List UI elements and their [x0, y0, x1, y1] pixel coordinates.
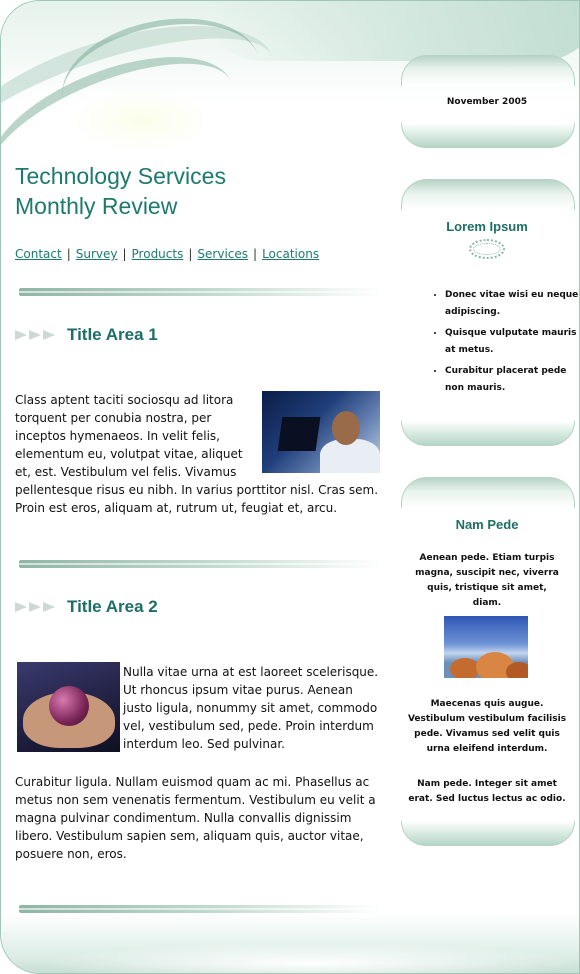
- nav-link-survey[interactable]: Survey: [75, 247, 118, 261]
- nav-separator: |: [253, 247, 258, 261]
- sidebar-bullet-list: [427, 287, 580, 401]
- box-cap-bottom: [401, 821, 575, 846]
- section-1-paragraph: [15, 391, 381, 517]
- sidebar-date-box: [401, 55, 573, 147]
- box-cap-top: [401, 179, 575, 210]
- nav-separator: |: [122, 247, 127, 261]
- section-header-1: [15, 325, 158, 345]
- site-title-line1: Technology Services: [15, 163, 226, 189]
- section-2-paragraph-2: Curabitur ligula. Nullam euismod quam ac mi. Phasellus ac metus non sem venenatis fermentum. Vestibulum eu velit a magna pulvinar condimentum. Nulla convallis dignissim libero. Vestibulum sapien sem, aliquam quis, auctor vitae, posuere non, eros.: [15, 775, 376, 861]
- divider-rule: [19, 905, 381, 913]
- photo-boulders-sky: [444, 616, 528, 678]
- section-1-text: Class aptent taciti sociosqu ad litora torquent per conubia nostra, per inceptos hymenaeos. In velit felis, elementum eu, volutpat vitae, aliquet et, est. Vestibulum vel felis. Vivamus pellentesque risus eu nibh. In varius porttitor nisl. Cras sem. Proin est eros, aliquam at, rutrum ut, feugiat et, arcu.: [15, 393, 379, 515]
- sidebar-text-3: Nam pede. Integer sit amet erat. Sed luctus lectus ac odio.: [408, 779, 566, 804]
- site-title-line2: Monthly Review: [15, 193, 178, 219]
- footer-graphic: [1, 913, 580, 974]
- list-item: • Curabitur placerat pede non mauris.: [445, 363, 580, 397]
- nav-link-contact[interactable]: Contact: [15, 247, 62, 261]
- list-item: • Quisque vulputate mauris at metus.: [445, 325, 580, 359]
- nav-link-products[interactable]: Products: [131, 247, 184, 261]
- sidebar-heading-nampede: Nam Pede: [455, 517, 519, 532]
- arrows-icon: [15, 602, 55, 612]
- box-cap-bottom: [401, 421, 575, 446]
- top-nav: [15, 247, 319, 261]
- divider-rule: [19, 288, 381, 296]
- nav-link-services[interactable]: Services: [197, 247, 249, 261]
- sidebar-heading-lorem: Lorem Ipsum: [446, 219, 528, 234]
- section-title-2: Title Area 2: [67, 597, 158, 616]
- nav-link-locations[interactable]: Locations: [262, 247, 320, 261]
- section-header-2: [15, 597, 158, 617]
- main-column: [15, 161, 381, 221]
- divider-rule: [19, 560, 381, 568]
- nav-separator: |: [188, 247, 193, 261]
- section-2-paragraph-1: Nulla vitae urna at est laoreet scelerisque. Ut rhoncus ipsum vitae purus. Aenean justo ligula, nonummy sit amet, commodo vel, vestibulum sed, pede. Proin interdum interdum leo. Sed pulvinar.: [123, 665, 379, 751]
- box-cap-bottom: [401, 123, 575, 148]
- sidebar-text-2: Maecenas quis augue. Vestibulum vestibulum facilisis pede. Vivamus sed velit quis urna eleifend interdum.: [407, 699, 567, 754]
- site-title: [15, 161, 381, 221]
- box-cap-top: [401, 477, 575, 508]
- section-title-1: Title Area 1: [67, 325, 158, 344]
- nav-separator: |: [66, 247, 71, 261]
- photo-hands-globe: [17, 662, 120, 752]
- header-glow: [71, 91, 211, 151]
- list-item: • Donec vitae wisi eu neque adipiscing.: [445, 287, 580, 321]
- sidebar-date: November 2005: [446, 97, 528, 107]
- sidebar-text-1: Aenean pede. Etiam turpis magna, suscipit nec, viverra quis, tristique sit amet, diam.: [415, 553, 559, 608]
- arrows-icon: [15, 330, 55, 340]
- box-cap-top: [401, 55, 575, 86]
- ring-ornament-icon: [473, 243, 501, 255]
